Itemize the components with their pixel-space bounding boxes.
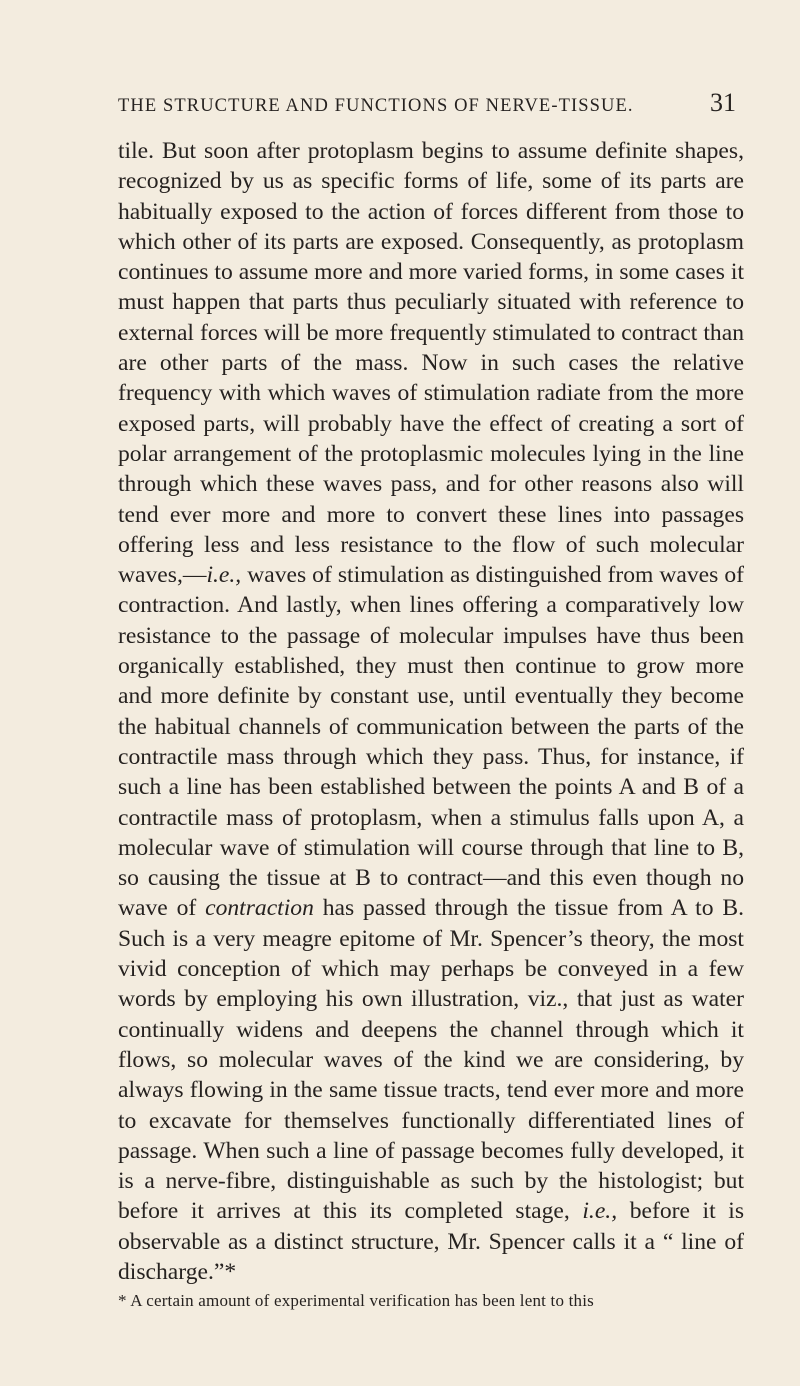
running-title: THE STRUCTURE AND FUNCTIONS OF NERVE-TISSUE. <box>118 96 634 116</box>
italic-contraction: contraction <box>205 895 314 922</box>
text-segment: has passed through the tissue from A to B. Such is a very meagre epitome of Mr. Spencer’s theory, the most vivid conception of which may perhaps be conveyed in a few words by employing his own illustration, viz., that just as water continually widens and deepens the channel through which it flows, so molecular waves of the kind we are considering, by always flowing in the same tissue tracts, tend ever more and more to excavate for themselves functionally differentiated lines of passage. When such a line of passage becomes fully developed, it is a nerve-fibre, distinguishable as such by the histologist; but before it arrives at this its completed stage, <box>118 895 745 1225</box>
italic-ie: i.e., <box>206 562 242 589</box>
text-segment: tile. But soon after protoplasm begins to assume definite shapes, recognized by us as specific forms of life, some of its parts are habitually exposed to the action of forces different from those to which other of its parts are exposed. Consequently, as protoplasm continues to assume more and more varied forms, in some cases it must happen that parts thus peculiarly situated with reference to external forces will be more frequently stimulated to contract than are other parts of the mass. Now in such cases the relative frequency with which waves of stimulation radiate from the more exposed parts, will probably have the effect of creating a sort of polar arrangement of the protoplasmic molecules lying in the line through which these waves pass, and for other reasons also will tend ever more and more to convert these lines into passages offering less and less resistance to the flow of such molecular waves,— <box>118 138 744 589</box>
paragraph <box>118 136 744 1287</box>
text-segment: waves of stimulation as distinguished from waves of contraction. And lastly, when lines offering a comparatively low resistance to the passage of molecular impulses have thus been organically established, they must then continue to grow more and more definite by constant use, until eventually they become the habitual channels of communication between the parts of the contractile mass through which they pass. Thus, for instance, if such a line has been established between the points A and B of a contractile mass of protoplasm, when a stimulus falls upon A, a molecular wave of stimulation will course through that line to B, so causing the tissue at B to contract—and this even though no wave of <box>118 562 744 922</box>
running-head <box>118 88 744 118</box>
text-segment: before it is observable as a distinct structure, Mr. Spencer calls it a “ line of discharge.”* <box>118 1198 744 1285</box>
page-number: 31 <box>710 88 736 117</box>
body-text <box>118 136 744 1287</box>
italic-ie: i.e., <box>582 1198 618 1225</box>
footnote: * A certain amount of experimental verification has been lent to this <box>118 1291 594 1311</box>
